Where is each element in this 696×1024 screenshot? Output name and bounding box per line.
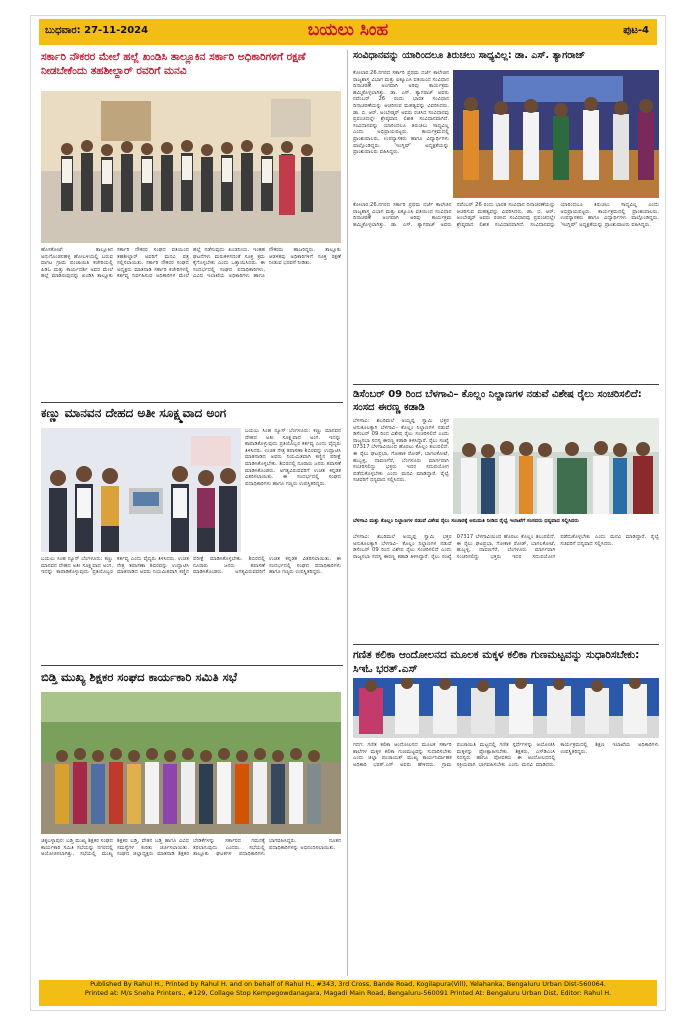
article-5-photo	[41, 692, 341, 834]
article-2-photo	[453, 70, 659, 198]
page-number: ಪುಟ-4	[623, 25, 649, 36]
divider	[353, 644, 659, 645]
issue-date: ಬುಧವಾರ: 27-11-2024	[45, 25, 149, 36]
article-6-headline: ಗಣಿತ ಕಲಿಕಾ ಆಂದೋಲನದ ಮೂಲಕ ಮಕ್ಕಳ ಕಲಿಕಾ ಗುಣಮಟ್ಟವನ್ನು ಸುಧಾರಿಸಬೇಕು: ಸಿಇಓ ಭರತ್.ಎಸ್	[353, 649, 640, 675]
railway-meeting-photo	[453, 418, 659, 514]
article-3-photo	[453, 418, 659, 514]
article-6-body: ಗದಗ: ಗಣಿತ ಕಲಿಕಾ ಆಂದೋಲನದ ಮೂಲಕ ಸರ್ಕಾರಿ ಶಾಲೆಗಳ ಮಕ್ಕಳ ಕಲಿಕಾ ಗುಣಮಟ್ಟವನ್ನು ಸುಧಾರಿಸಬೇಕು ಎಂದು ಜಿಲ್ಲಾ ಪಂಚಾಯತ್ ಮುಖ್ಯ ಕಾರ್ಯನಿರ್ವಾಹಕ ಅಧಿಕಾರಿ ಭರತ್.ಎಸ್ ಅವರು ಹೇಳಿದರು. ಗ್ರಾಮ ಪಂಚಾಯಿತಿ ಮಟ್ಟದಲ್ಲಿ ಗಣಿತ ಸ್ಪರ್ಧೆಗಳನ್ನು ಆಯೋಜಿಸಿ ಮಕ್ಕಳನ್ನು ಪ್ರೋತ್ಸಾಹಿಸಬೇಕು. ಶಿಕ್ಷಕರು, ಎಸ್‌ಡಿಎಂಸಿ ಸದಸ್ಯರು ಹಾಗೂ ಪೋಷಕರು ಈ ಆಂದೋಲನದಲ್ಲಿ ಸಕ್ರಿಯವಾಗಿ ಭಾಗವಹಿಸಬೇಕು ಎಂದು ಮನವಿ ಮಾಡಿದರು. ಕಾರ್ಯಕ್ರಮದಲ್ಲಿ ಶಿಕ್ಷಣ ಇಲಾಖೆಯ ಅಧಿಕಾರಿಗಳು ಉಪಸ್ಥಿತರಿದ್ದರು.	[353, 742, 659, 768]
article-5-headline: ಬಿಡ್ತಿ ಮುಖ್ಯ ಶಿಕ್ಷಕರ ಸಂಘದ ಕಾರ್ಯಕಾರಿ ಸಮಿತಿ ಸಭೆ	[41, 670, 238, 684]
eye-camp-photo	[41, 428, 241, 552]
article-3-body-lower: ಬೆಳಗಾವಿ: ಶಬರಿಮಲೆ ಅಯ್ಯಪ್ಪ ಸ್ವಾಮಿ ಭಕ್ತರ ಅನುಕೂಲಕ್ಕಾಗಿ ಬೆಳಗಾವಿ– ಕೊಲ್ಲಂ ನಿಲ್ದಾಣಗಳ ನಡುವೆ ಡಿಸೆಂಬರ್ 09 ರಿಂದ ವಿಶೇಷ ರೈಲು ಸಂಚರಿಸಲಿದೆ ಎಂದು ರಾಜ್ಯಸಭಾ ಸದಸ್ಯ ಈರಣ್ಣ ಕಡಾಡಿ ತಿಳಿಸಿದ್ದಾರೆ. ರೈಲು ಸಂಖ್ಯೆ 07317 ಬೆಳಗಾವಿಯಿಂದ ಹೊರಟು ಕೊಲ್ಲಂ ತಲುಪಲಿದೆ. ಈ ರೈಲು ಘಟಪ್ರಭಾ, ಗೋಕಾಕ ರೋಡ್, ಬಾಗಲಕೋಟೆ, ಹುಬ್ಬಳ್ಳಿ, ದಾವಣಗೆರೆ, ಬೆಂಗಳೂರು ಮಾರ್ಗವಾಗಿ ಸಂಚರಿಸಲಿದ್ದು ಭಕ್ತರು ಇದರ ಸದುಪಯೋಗ ಪಡೆದುಕೊಳ್ಳಬೇಕು ಎಂದು ಮನವಿ ಮಾಡಿದ್ದಾರೆ. ರೈಲ್ವೆ ಸಚಿವರಿಗೆ ಧನ್ಯವಾದ ಸಲ್ಲಿಸಿದರು.	[353, 534, 659, 560]
divider	[353, 384, 659, 385]
article-4-body: ಬಯಲು ಸಿಂಹ ನ್ಯೂಸ್ ಬೆಂಗಳೂರು: ಕಣ್ಣು ಮಾನವನ ದೇಹದ ಅತೀ ಸೂಕ್ಷ್ಮವಾದ ಅಂಗ. ಇದನ್ನು ಕಾಪಾಡಿಕೊಳ್ಳುವುದು ಪ್ರತಿಯೊಬ್ಬರ ಕರ್ತವ್ಯ ಎಂದು ವೈದ್ಯರು ತಿಳಿಸಿದರು. ಉಚಿತ ನೇತ್ರ ತಪಾಸಣಾ ಶಿಬಿರವನ್ನು ಉದ್ಘಾಟಿಸಿ ಮಾತನಾಡಿದ ಅವರು ನಿಯಮಿತವಾಗಿ ಕಣ್ಣಿನ ಪರೀಕ್ಷೆ ಮಾಡಿಸಿಕೊಳ್ಳಬೇಕು. ಶಿಬಿರದಲ್ಲಿ ನೂರಾರು ಜನರು ತಪಾಸಣೆ ಮಾಡಿಸಿಕೊಂಡರು. ಅಗತ್ಯವಿರುವವರಿಗೆ ಉಚಿತ ಕನ್ನಡಕ ವಿತರಿಸಲಾಯಿತು. ಈ ಸಂದರ್ಭದಲ್ಲಿ ಸಂಘದ ಪದಾಧಿಕಾರಿಗಳು ಹಾಗೂ ಗಣ್ಯರು ಉಪಸ್ಥಿತರಿದ್ದರು.	[41, 556, 341, 576]
article-1-headline: ಸರ್ಕಾರಿ ನೌಕರರ ಮೇಲೆ ಹಲ್ಲೆ ಖಂಡಿಸಿ ತಾಲ್ಲೂಕಿನ ಸರ್ಕಾರಿ ಅಧಿಕಾರಿಗಳಿಗೆ ರಕ್ಷಣೆ ನೀಡಬೇಕೆಂದು ತಹಶೀಲ್ದಾರ್ ರವರಿಗೆ ಮನವಿ	[41, 51, 306, 77]
print-line-footer	[39, 980, 657, 1006]
article-4-photo	[41, 428, 241, 552]
constitution-day-photo	[453, 70, 659, 198]
divider	[41, 402, 343, 403]
article-4-headline: ಕಣ್ಣು ಮಾನವನ ದೇಹದ ಅತೀ ಸೂಕ್ಷ್ಮವಾದ ಅಂಗ	[41, 406, 227, 420]
newspaper-title: ಬಯಲು ಸಿಂಹ	[307, 20, 389, 40]
article-2-body-lower: ಕೋಲಾರ:26.ನಗರದ ಸರ್ಕಾರಿ ಪ್ರಥಮ ದರ್ಜೆ ಕಾಲೇಜಿನ ರಾಜ್ಯಶಾಸ್ತ್ರ ವಿಭಾಗ ಮತ್ತು ಐಕ್ಯೂಎಸಿ ವತಿಯಿಂದ ಸಂವಿಧಾನ ದಿನಾಚರಣೆ ಅಂಗವಾಗಿ ಅರಿವು ಕಾರ್ಯಕ್ರಮ ಹಮ್ಮಿಕೊಳ್ಳಲಾಗಿತ್ತು. ಡಾ. ಎಸ್. ತ್ಯಾಗರಾಜ್ ಅವರು ನವೆಂಬರ್ 26 ರಂದು ಭಾರತ ಸಂವಿಧಾನ ದಿನಾಚರಣೆಯನ್ನು ಆಚರಿಸುವ ಮಹತ್ವವನ್ನು ವಿವರಿಸಿದರು. ಡಾ. ಬಿ. ಆರ್. ಅಂಬೇಡ್ಕರ್ ಅವರು ರಚಿಸಿದ ಸಂವಿಧಾನವು ಪ್ರಪಂಚದಲ್ಲೇ ಶ್ರೇಷ್ಠವಾದ ಲಿಖಿತ ಸಂವಿಧಾನವಾಗಿದೆ. ಸಂವಿಧಾನವನ್ನು ಯಾರಿಂದಲೂ ತಿರುಚಲು ಸಾಧ್ಯವಿಲ್ಲ ಎಂದು ಅಭಿಪ್ರಾಯಪಟ್ಟರು. ಕಾರ್ಯಕ್ರಮದಲ್ಲಿ ಪ್ರಾಂಶುಪಾಲರು, ಉಪನ್ಯಾಸಕರು ಹಾಗೂ ವಿದ್ಯಾರ್ಥಿಗಳು ಪಾಲ್ಗೊಂಡಿದ್ದರು. 'ಇಂಗ್ಲಿಷ್' ಅಧ್ಯಕ್ಷತೆಯನ್ನು ಪ್ರಾಂಶುಪಾಲರು ವಹಿಸಿದ್ದರು.	[353, 202, 659, 228]
article-3-caption: ಬೆಳಗಾವಿ ಮತ್ತು ಕೊಲ್ಲಂ ನಿಲ್ದಾಣಗಳ ನಡುವೆ ವಿಶೇಷ ರೈಲು ಸಂಚಾರಕ್ಕೆ ಅನುಮತಿ ನೀಡಿದ ರೈಲ್ವೆ ಇಲಾಖೆಗೆ ಸಂಸದರು ಧನ್ಯವಾದ ಸಲ್ಲಿಸಿದರು	[353, 518, 579, 524]
article-1-photo	[41, 91, 341, 243]
divider	[41, 665, 343, 666]
article-3-headline: ಡಿಸೆಂಬರ್ 09 ರಿಂದ ಬೆಳಗಾವಿ– ಕೊಲ್ಲಂ ನಿಲ್ದಾಣಗಳ ನಡುವೆ ವಿಶೇಷ ರೈಲು ಸಂಚರಿಸಲಿದೆ: ಸಂಸದ ಈರಣ್ಣ ಕಡಾಡಿ	[353, 389, 642, 413]
article-6-photo	[353, 678, 659, 738]
math-programme-photo	[353, 678, 659, 738]
article-2-body: ಕೋಲಾರ:26.ನಗರದ ಸರ್ಕಾರಿ ಪ್ರಥಮ ದರ್ಜೆ ಕಾಲೇಜಿನ ರಾಜ್ಯಶಾಸ್ತ್ರ ವಿಭಾಗ ಮತ್ತು ಐಕ್ಯೂಎಸಿ ವತಿಯಿಂದ ಸಂವಿಧಾನ ದಿನಾಚರಣೆ ಅಂಗವಾಗಿ ಅರಿವು ಕಾರ್ಯಕ್ರಮ ಹಮ್ಮಿಕೊಳ್ಳಲಾಗಿತ್ತು. ಡಾ. ಎಸ್. ತ್ಯಾಗರಾಜ್ ಅವರು ನವೆಂಬರ್ 26 ರಂದು ಭಾರತ ಸಂವಿಧಾನ ದಿನಾಚರಣೆಯನ್ನು ಆಚರಿಸುವ ಮಹತ್ವವನ್ನು ವಿವರಿಸಿದರು. ಡಾ. ಬಿ. ಆರ್. ಅಂಬೇಡ್ಕರ್ ಅವರು ರಚಿಸಿದ ಸಂವಿಧಾನವು ಪ್ರಪಂಚದಲ್ಲೇ ಶ್ರೇಷ್ಠವಾದ ಲಿಖಿತ ಸಂವಿಧಾನವಾಗಿದೆ. ಸಂವಿಧಾನವನ್ನು ಯಾರಿಂದಲೂ ತಿರುಚಲು ಸಾಧ್ಯವಿಲ್ಲ ಎಂದು ಅಭಿಪ್ರಾಯಪಟ್ಟರು. ಕಾರ್ಯಕ್ರಮದಲ್ಲಿ ಪ್ರಾಂಶುಪಾಲರು, ಉಪನ್ಯಾಸಕರು ಹಾಗೂ ವಿದ್ಯಾರ್ಥಿಗಳು ಪಾಲ್ಗೊಂಡಿದ್ದರು. 'ಇಂಗ್ಲಿಷ್' ಅಧ್ಯಕ್ಷತೆಯನ್ನು ಪ್ರಾಂಶುಪಾಲರು ವಹಿಸಿದ್ದರು.	[353, 70, 449, 156]
article-3-body: ಬೆಳಗಾವಿ: ಶಬರಿಮಲೆ ಅಯ್ಯಪ್ಪ ಸ್ವಾಮಿ ಭಕ್ತರ ಅನುಕೂಲಕ್ಕಾಗಿ ಬೆಳಗಾವಿ– ಕೊಲ್ಲಂ ನಿಲ್ದಾಣಗಳ ನಡುವೆ ಡಿಸೆಂಬರ್ 09 ರಿಂದ ವಿಶೇಷ ರೈಲು ಸಂಚರಿಸಲಿದೆ ಎಂದು ರಾಜ್ಯಸಭಾ ಸದಸ್ಯ ಈರಣ್ಣ ಕಡಾಡಿ ತಿಳಿಸಿದ್ದಾರೆ. ರೈಲು ಸಂಖ್ಯೆ 07317 ಬೆಳಗಾವಿಯಿಂದ ಹೊರಟು ಕೊಲ್ಲಂ ತಲುಪಲಿದೆ. ಈ ರೈಲು ಘಟಪ್ರಭಾ, ಗೋಕಾಕ ರೋಡ್, ಬಾಗಲಕೋಟೆ, ಹುಬ್ಬಳ್ಳಿ, ದಾವಣಗೆರೆ, ಬೆಂಗಳೂರು ಮಾರ್ಗವಾಗಿ ಸಂಚರಿಸಲಿದ್ದು ಭಕ್ತರು ಇದರ ಸದುಪಯೋಗ ಪಡೆದುಕೊಳ್ಳಬೇಕು ಎಂದು ಮನವಿ ಮಾಡಿದ್ದಾರೆ. ರೈಲ್ವೆ ಸಚಿವರಿಗೆ ಧನ್ಯವಾದ ಸಲ್ಲಿಸಿದರು.	[353, 418, 449, 484]
article-5-body: ಚಿಕ್ಕಬಳ್ಳಾಪುರ: ಬಡ್ತಿ ಮುಖ್ಯ ಶಿಕ್ಷಕರ ಸಂಘದ ಕಾರ್ಯಕಾರಿ ಸಮಿತಿ ಸಭೆಯನ್ನು ನಗರದಲ್ಲಿ ಆಯೋಜಿಸಲಾಗಿತ್ತು. ಸಭೆಯಲ್ಲಿ ಮುಖ್ಯ ಶಿಕ್ಷಕರ ಬಡ್ತಿ, ವೇತನ ಬಡ್ತಿ ಹಾಗೂ ವಿವಿಧ ಸಮಸ್ಯೆಗಳ ಕುರಿತು ಚರ್ಚಿಸಲಾಯಿತು. ಸಂಘದ ಜಿಲ್ಲಾಧ್ಯಕ್ಷರು ಮಾತನಾಡಿ ಶಿಕ್ಷಕರ ಬೇಡಿಕೆಗಳನ್ನು ಸರ್ಕಾರದ ಗಮನಕ್ಕೆ ತರಲಾಗುವುದು ಎಂದರು. ಸಭೆಯಲ್ಲಿ ತಾಲ್ಲೂಕು ಘಟಕಗಳ ಪದಾಧಿಕಾರಿಗಳು ಭಾಗವಹಿಸಿದ್ದರು. ನೂತನ ಪದಾಧಿಕಾರಿಗಳನ್ನು ಅಭಿನಂದಿಸಲಾಯಿತು.	[41, 838, 341, 858]
article-1-body: ಹೊಸಕೋಟೆ: ತಾಲ್ಲೂಕಿನ ಅನುಗೊಂಡನಹಳ್ಳಿ ಹೋಬಳಿಯಲ್ಲಿ ಬರುವ ವಾಗಟ ಗ್ರಾಮ ಪಂಚಾಯಿತಿ ಕಚೇರಿಯಲ್ಲಿ ಪಿಡಿಓ ಮತ್ತು ಕಾರ್ಯದರ್ಶಿ ಅವರ ಮೇಲೆ ಹಲ್ಲೆ ಮಾಡಿರುವುದನ್ನು ಖಂಡಿಸಿ ತಾಲ್ಲೂಕು ಸರ್ಕಾರಿ ನೌಕರರ ಸಂಘದ ವತಿಯಿಂದ ತಹಶೀಲ್ದಾರ್ ಅವರಿಗೆ ಮನವಿ ಪತ್ರ ಸಲ್ಲಿಸಲಾಯಿತು. ಸರ್ಕಾರಿ ನೌಕರರ ಸಂಘದ ಅಧ್ಯಕ್ಷರು ಮಾತನಾಡಿ ಸರ್ಕಾರಿ ಕಚೇರಿಗಳಲ್ಲಿ ಕರ್ತವ್ಯ ನಿರ್ವಹಿಸುವ ಅಧಿಕಾರಿಗಳ ಮೇಲೆ ಹಲ್ಲೆ ನಡೆಸುವುದು ಖಂಡನೀಯ. ಇಂತಹ ಘಟನೆಗಳು ಮರುಕಳಿಸದಂತೆ ಸೂಕ್ತ ಕ್ರಮ ಕೈಗೊಳ್ಳಬೇಕು ಎಂದು ಒತ್ತಾಯಿಸಿದರು. ಈ ಸಂದರ್ಭದಲ್ಲಿ ಸಂಘದ ಪದಾಧಿಕಾರಿಗಳು, ವಿವಿಧ ಇಲಾಖೆಯ ಅಧಿಕಾರಿಗಳು ಹಾಗೂ ನೌಕರರು ಹಾಜರಿದ್ದರು. ತಾಲ್ಲೂಕು ಆಡಳಿತವು ಅಧಿಕಾರಿಗಳಿಗೆ ಸೂಕ್ತ ರಕ್ಷಣೆ ನೀಡುವ ಭರವಸೆ ನೀಡಿತು.	[41, 247, 341, 280]
masthead-banner	[39, 19, 657, 45]
printer-line: Printed at: M/s Sneha Printers., #129, Collage Stop Kempegowdanagara, Magadi Main Road, Bengaluru-560091 Printed At: Bengaluru Urban Dist, Editor: Rahul H.	[84, 989, 612, 997]
publisher-line: Published By Rahul H., Printed by Rahul H. and on behalf of Rahul H., #343, 3rd Cross, Bande Road, Kogilapura(Vill), Yelahanka, Bengaluru Urban Dist-560064.	[90, 980, 606, 988]
article-2-headline: ಸಂವಿಧಾನವನ್ನು ಯಾರಿಂದಲೂ ತಿರುಚಲು ಸಾಧ್ಯವಿಲ್ಲ: ಡಾ. ಎಸ್. ತ್ಯಾಗರಾಜ್	[353, 50, 586, 61]
article-4-body-right: ಬಯಲು ಸಿಂಹ ನ್ಯೂಸ್ ಬೆಂಗಳೂರು: ಕಣ್ಣು ಮಾನವನ ದೇಹದ ಅತೀ ಸೂಕ್ಷ್ಮವಾದ ಅಂಗ. ಇದನ್ನು ಕಾಪಾಡಿಕೊಳ್ಳುವುದು ಪ್ರತಿಯೊಬ್ಬರ ಕರ್ತವ್ಯ ಎಂದು ವೈದ್ಯರು ತಿಳಿಸಿದರು. ಉಚಿತ ನೇತ್ರ ತಪಾಸಣಾ ಶಿಬಿರವನ್ನು ಉದ್ಘಾಟಿಸಿ ಮಾತನಾಡಿದ ಅವರು ನಿಯಮಿತವಾಗಿ ಕಣ್ಣಿನ ಪರೀಕ್ಷೆ ಮಾಡಿಸಿಕೊಳ್ಳಬೇಕು. ಶಿಬಿರದಲ್ಲಿ ನೂರಾರು ಜನರು ತಪಾಸಣೆ ಮಾಡಿಸಿಕೊಂಡರು. ಅಗತ್ಯವಿರುವವರಿಗೆ ಉಚಿತ ಕನ್ನಡಕ ವಿತರಿಸಲಾಯಿತು. ಈ ಸಂದರ್ಭದಲ್ಲಿ ಸಂಘದ ಪದಾಧಿಕಾರಿಗಳು ಹಾಗೂ ಗಣ್ಯರು ಉಪಸ್ಥಿತರಿದ್ದರು.	[245, 428, 341, 487]
group-photo-officials	[41, 91, 341, 243]
newspaper-page	[30, 15, 666, 1011]
teachers-group-photo	[41, 692, 341, 834]
column-divider	[347, 50, 348, 976]
